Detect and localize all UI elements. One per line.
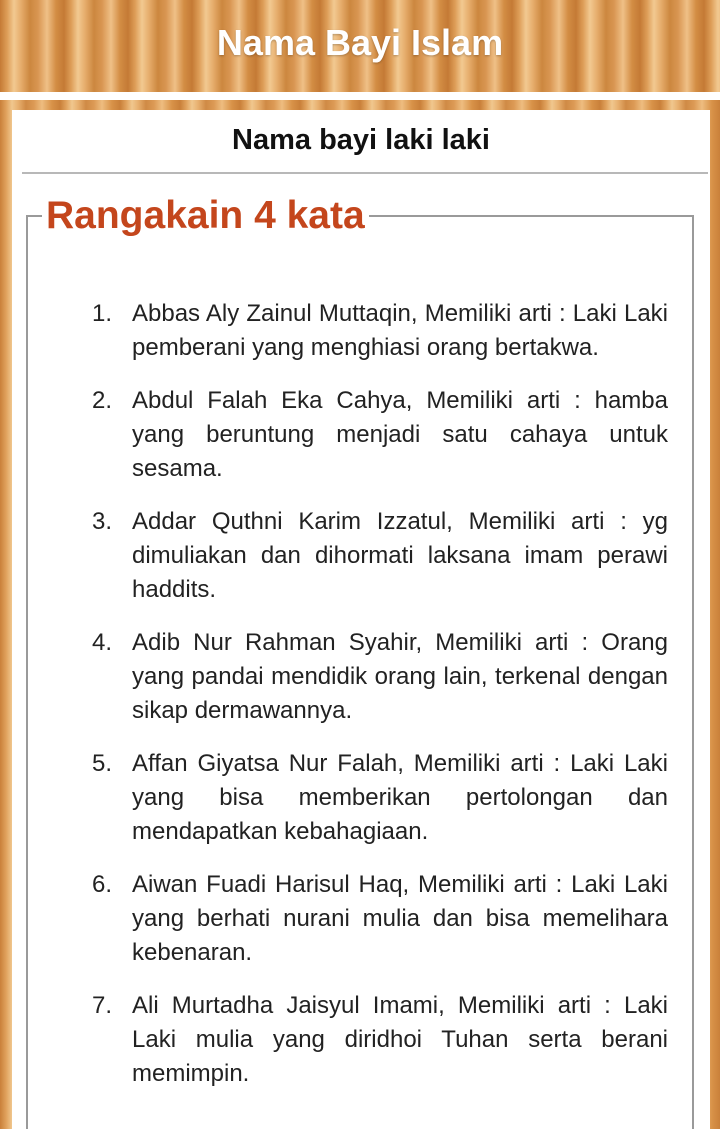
list-item	[92, 297, 668, 365]
list-item-number: 5.	[92, 750, 113, 777]
list-item-text: Ali Murtadha Jaisyul Imami, Memiliki arti : Laki Laki mulia yang diridhoi Tuhan serta berani memimpin.	[132, 992, 668, 1087]
list-item	[92, 626, 668, 728]
list-item-text: Aiwan Fuadi Harisul Haq, Memiliki arti : Laki Laki yang berhati nurani mulia dan bisa memelihara kebenaran.	[132, 871, 668, 966]
list-item	[92, 384, 668, 486]
list-item-text: Abdul Falah Eka Cahya, Memiliki arti : hamba yang beruntung menjadi satu cahaya untuk sesama.	[132, 387, 668, 482]
list-item-text: Affan Giyatsa Nur Falah, Memiliki arti : Laki Laki yang bisa memberikan pertolongan dan mendapatkan kebahagiaan.	[132, 750, 668, 845]
section-title: Rangakain 4 kata	[42, 193, 369, 239]
list-item	[92, 989, 668, 1091]
name-list	[92, 297, 668, 1110]
list-item-number: 4.	[92, 629, 113, 656]
list-item-text: Abbas Aly Zainul Muttaqin, Memiliki arti : Laki Laki pemberani yang menghiasi orang bertakwa.	[132, 300, 668, 361]
list-item-text: Addar Quthni Karim Izzatul, Memiliki arti : yg dimuliakan dan dihormati laksana imam perawi haddits.	[132, 508, 668, 603]
list-item-number: 7.	[92, 992, 113, 1019]
list-item-number: 6.	[92, 871, 113, 898]
app-header	[0, 0, 720, 92]
content-panel[interactable]	[12, 110, 710, 1129]
list-item-number: 2.	[92, 387, 113, 414]
subtitle-divider	[22, 172, 708, 174]
list-item	[92, 747, 668, 849]
list-item-number: 3.	[92, 508, 113, 535]
list-item-text: Adib Nur Rahman Syahir, Memiliki arti : Orang yang pandai mendidik orang lain, terkenal dengan sikap dermawannya.	[132, 629, 668, 724]
app-title: Nama Bayi Islam	[216, 22, 504, 63]
list-item	[92, 505, 668, 607]
names-section	[26, 194, 694, 1129]
list-item-number: 1.	[92, 300, 113, 327]
page-subtitle: Nama bayi laki laki	[232, 124, 490, 156]
header-divider	[0, 92, 720, 100]
list-item	[92, 868, 668, 970]
